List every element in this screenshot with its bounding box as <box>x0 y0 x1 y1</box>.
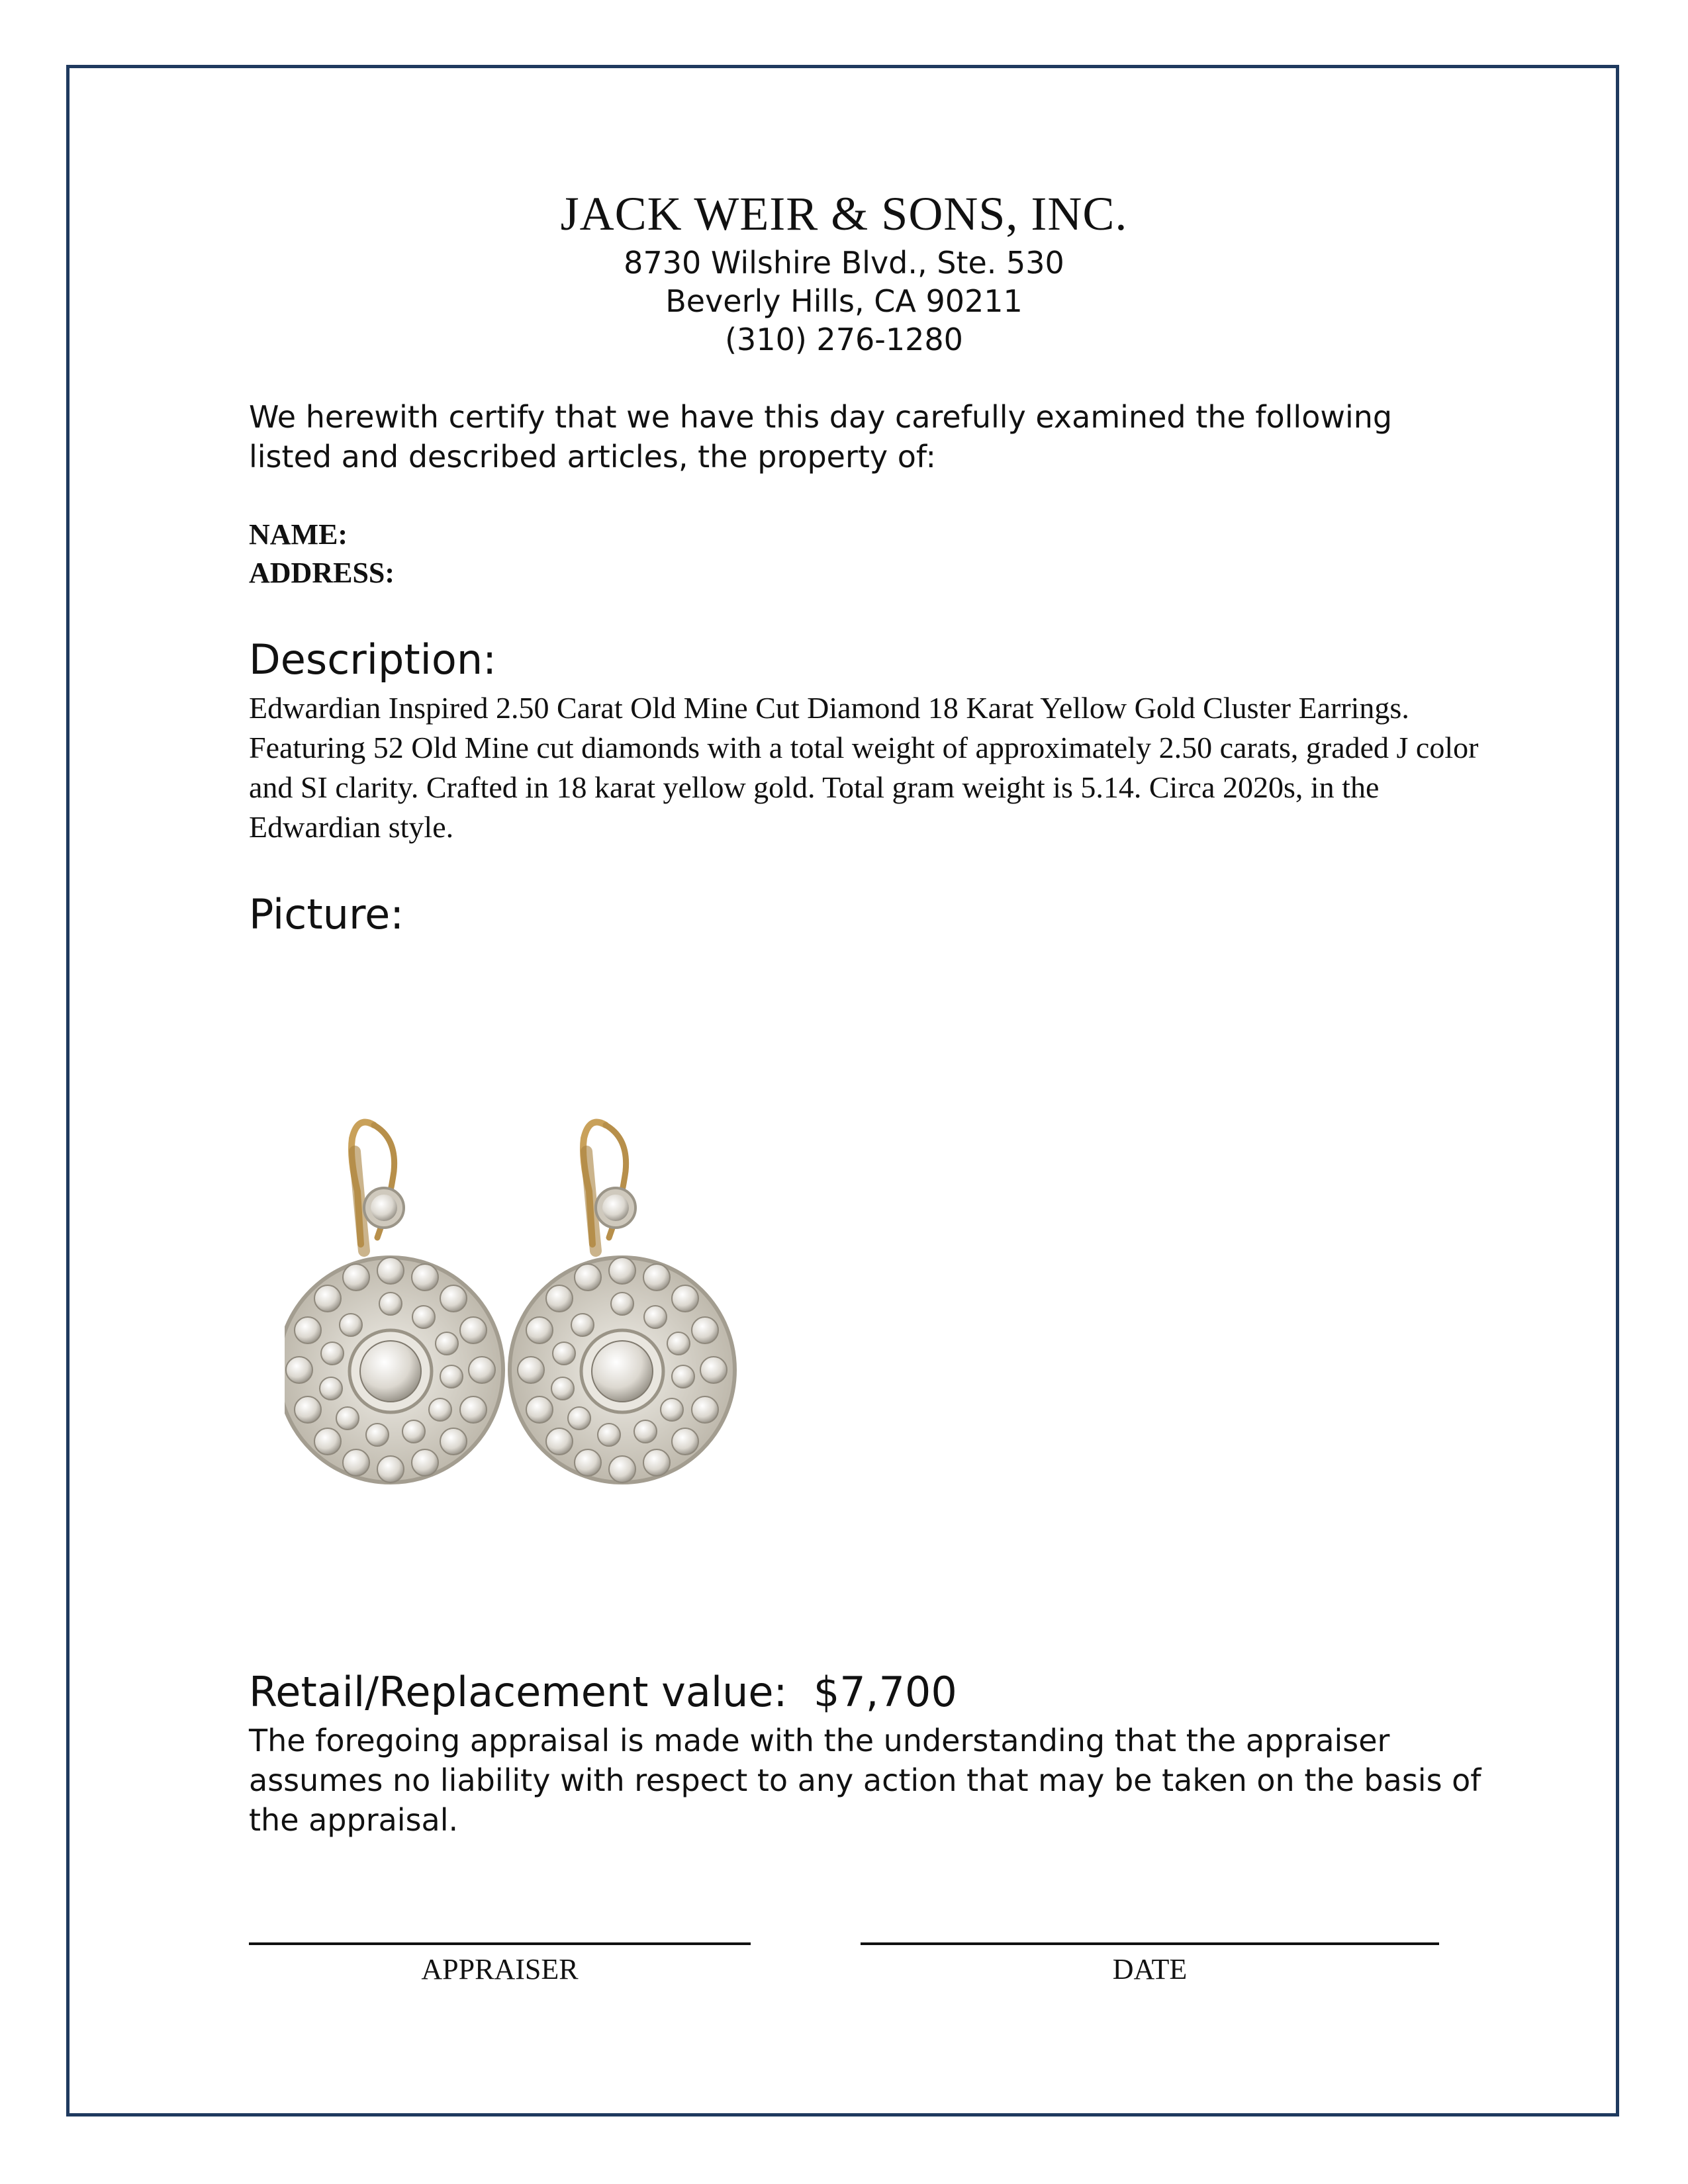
company-name: JACK WEIR & SONS, INC. <box>560 187 1128 240</box>
appraiser-signature-line <box>249 1942 751 1945</box>
earrings-image <box>285 1112 748 1509</box>
retail-value-amount: $7,700 <box>813 1668 957 1716</box>
appraiser-label: APPRAISER <box>421 1953 579 1985</box>
description-heading: Description: <box>249 635 496 684</box>
left-earring <box>285 1122 503 1483</box>
retail-value <box>249 1668 957 1716</box>
company-address-line2: Beverly Hills, CA 90211 <box>665 283 1023 319</box>
date-label: DATE <box>1112 1953 1188 1985</box>
description-text: Edwardian Inspired 2.50 Carat Old Mine Cut Diamond 18 Karat Yellow Gold Cluster Earrings. Featuring 52 Old Mine cut diamonds with a total weight of approximately 2.50 carats, graded J color and SI clarity. Crafted in 18 karat yellow gold. Total gram weight is 5.14. Circa 2020s, in the Edwardian style. <box>249 691 1479 844</box>
address-label: ADDRESS: <box>249 557 395 589</box>
name-label: NAME: <box>249 518 348 551</box>
company-address-line1: 8730 Wilshire Blvd., Ste. 530 <box>624 245 1064 281</box>
certification-intro: We herewith certify that we have this day carefully examined the following listed and described articles, the property of: <box>249 399 1393 475</box>
retail-value-label: Retail/Replacement value: <box>249 1668 788 1716</box>
right-earring <box>510 1122 735 1483</box>
date-signature-line <box>861 1942 1439 1945</box>
company-phone: (310) 276-1280 <box>725 322 963 357</box>
picture-heading: Picture: <box>249 890 404 938</box>
appraisal-disclaimer: The foregoing appraisal is made with the understanding that the appraiser assumes no liability with respect to any action that may be taken on the basis of the appraisal. <box>249 1723 1481 1838</box>
